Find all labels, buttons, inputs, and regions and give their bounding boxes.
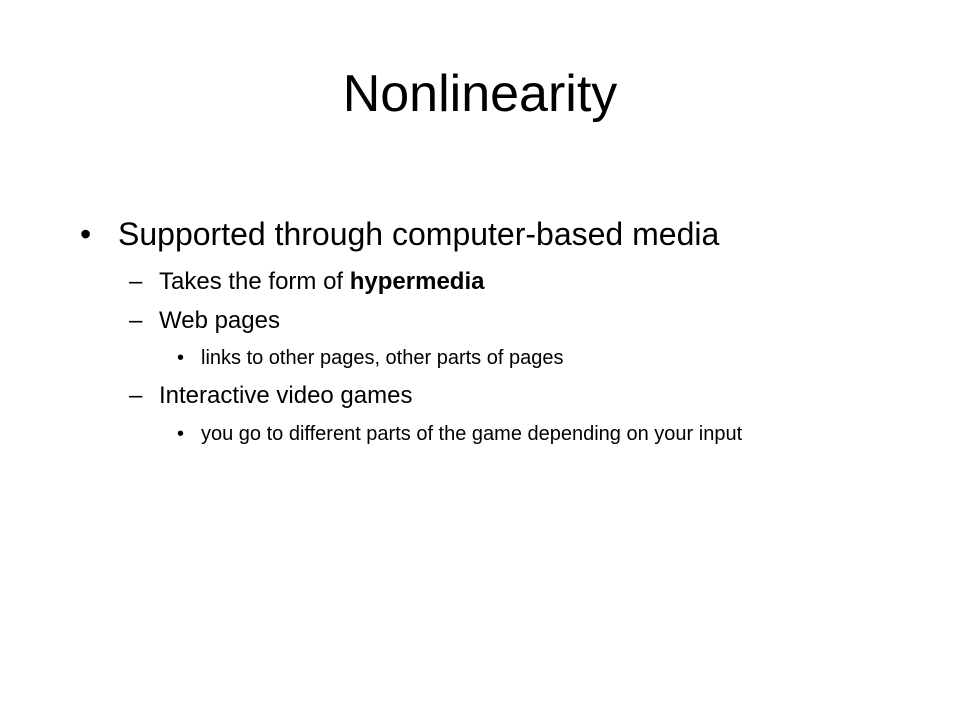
bullet-text: Takes the form of: [159, 268, 350, 295]
dash-marker: –: [129, 307, 143, 334]
bullet-text: Web pages: [159, 307, 280, 334]
dash-marker: –: [129, 268, 143, 295]
slide-title: Nonlinearity: [342, 65, 618, 123]
bullet-marker: •: [80, 216, 92, 252]
bullet-text: links to other pages, other parts of pages: [201, 347, 564, 369]
bullet-marker: •: [177, 347, 185, 369]
bold-term: hypermedia: [349, 268, 485, 295]
bullet-item-level2: [129, 266, 485, 298]
bullet-item-level2: [129, 305, 280, 337]
dash-marker: –: [129, 382, 143, 409]
bullet-text: you go to different parts of the game depending on your input: [201, 423, 743, 445]
bullet-text: Supported through computer-based media: [118, 216, 720, 252]
bullet-item-level1: [80, 214, 720, 254]
bullet-marker: •: [177, 423, 185, 445]
bullet-item-level3: [177, 423, 901, 446]
bullet-text: Interactive video games: [159, 382, 413, 409]
bullet-item-level2: [129, 380, 413, 412]
bullet-item-level3: [177, 347, 901, 370]
